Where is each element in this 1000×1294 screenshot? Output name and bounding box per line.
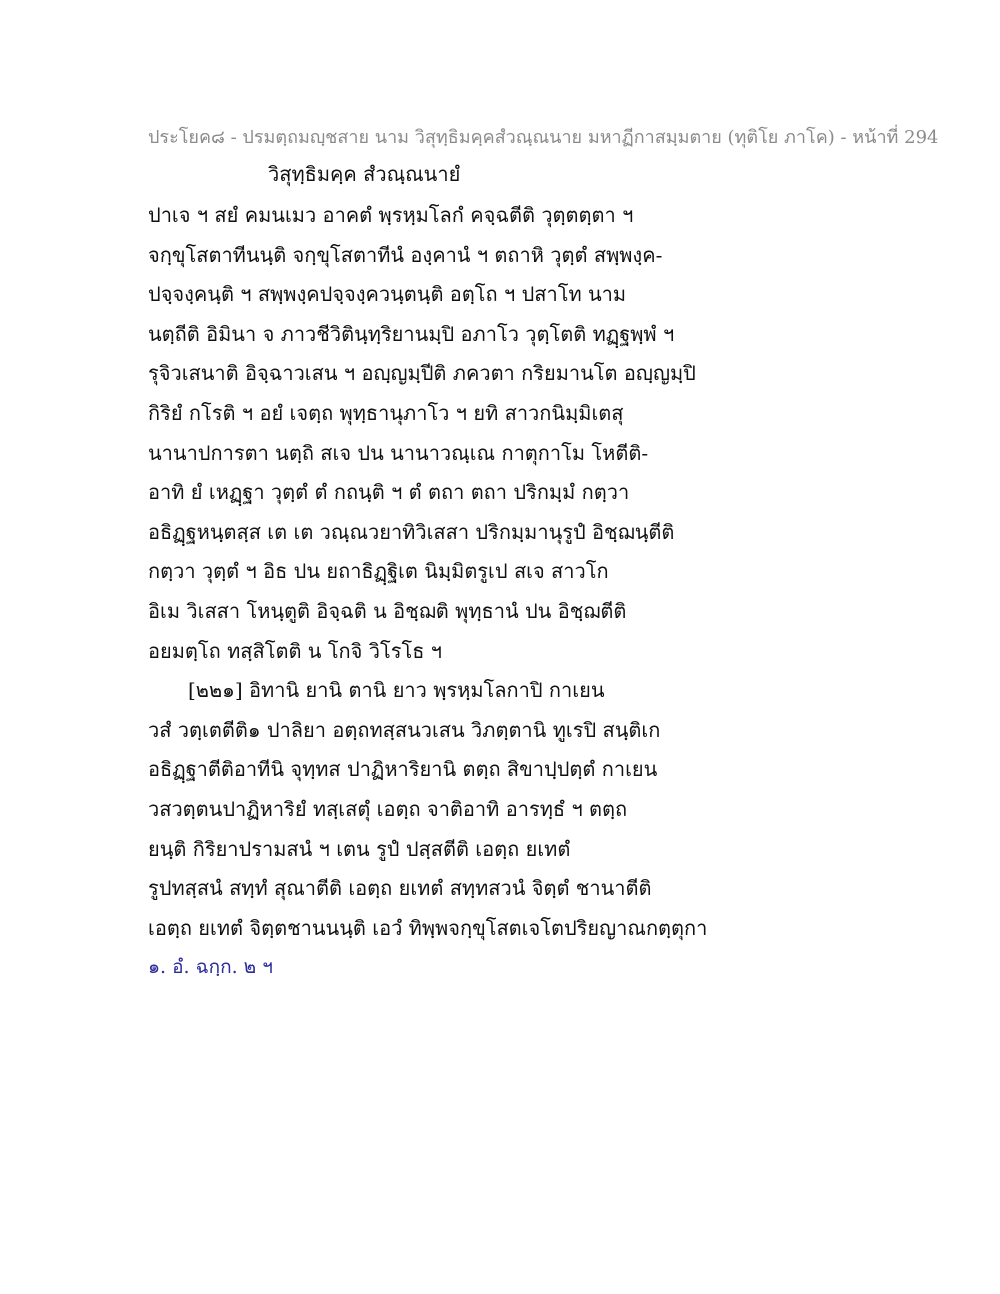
text-line: นตฺถีติ อิมินา จ ภาวชีวิตินฺทฺริยานมฺปิ อภาโว วุตฺโตติ ทฏฺฐพฺพํ ฯ bbox=[148, 321, 675, 346]
text-line: เอตฺถ ยเทตํ จิตฺตชานนนฺติ เอวํ ทิพฺพจกฺขุโสตเจโตปริยญาณกตฺตุกา bbox=[148, 915, 708, 940]
text-line: อธิฏฺฐหนฺตสฺส เต เต วณฺณวยาทิวิเสสา ปริกมฺมานุรูปํ อิชฺฌนฺตีติ bbox=[148, 519, 675, 544]
section-title: วิสุทฺธิมคฺค สํวณฺณนายํ bbox=[268, 162, 461, 186]
body-text bbox=[148, 196, 708, 988]
paragraph-start-line: [๒๒๑] อิทานิ ยานิ ตานิ ยาว พฺรหฺมโลกาปิ กาเยน bbox=[188, 678, 605, 703]
text-line: วสํ วตฺเตตีติ๑ ปาลิยา อตฺถทสฺสนวเสน วิภตฺตานิ ทูเรปิ สนฺติเก bbox=[148, 717, 661, 742]
text-line: รุจิวเสนาติ อิจฺฉาวเสน ฯ อญฺญมฺปีติ ภควตา กริยมานโต อญฺญมฺปิ bbox=[148, 361, 696, 386]
text-line: อยมตฺโถ ทสฺสิโตติ น โกจิ วิโรโธ ฯ bbox=[148, 638, 442, 663]
text-line: วสวตฺตนปาฏิหาริยํ ทสฺเสตุํ เอตฺถ จาติอาทิ อารทฺธํ ฯ ตตฺถ bbox=[148, 796, 628, 821]
text-line: ปจฺจงฺคนฺติ ฯ สพฺพงฺคปจฺจงฺควนฺตนฺติ อตฺโถ ฯ ปสาโท นาม bbox=[148, 282, 627, 307]
text-line: ยนฺติ กิริยาปรามสนํ ฯ เตน รูปํ ปสฺสตีติ เอตฺถ ยเทตํ bbox=[148, 836, 571, 861]
text-line: อาทิ ยํ เหฏฺฐา วุตฺตํ ตํ กถนฺติ ฯ ตํ ตถา ตถา ปริกมฺมํ กตฺวา bbox=[148, 480, 630, 505]
text-line: อธิฏฺฐาตีติอาทีนิ จุทฺทส ปาฏิหาริยานิ ตตฺถ สิขาปฺปตฺตํ กาเยน bbox=[148, 757, 658, 782]
text-line: จกฺขุโสตาทีนนฺติ จกฺขุโสตาทีนํ องฺคานํ ฯ ตถาหิ วุตฺตํ สพฺพงฺค- bbox=[148, 242, 663, 267]
footnote: ๑. อํ. ฉกฺก. ๒ ฯ bbox=[148, 956, 273, 979]
text-line: นานาปการตา นตฺถิ สเจ ปน นานาวณฺเณ กาตุกาโม โหตีติ- bbox=[148, 440, 649, 465]
text-line: อิเม วิเสสา โหนฺตูติ อิจฺฉติ น อิชฺฌติ พุทฺธานํ ปน อิชฺฌตีติ bbox=[148, 598, 627, 623]
text-line: ปาเจ ฯ สยํ คมนเมว อาคตํ พฺรหฺมโลกํ คจฺฉตีติ วุตฺตตฺตา ฯ bbox=[148, 203, 634, 227]
text-line: กตฺวา วุตฺตํ ฯ อิธ ปน ยถาธิฏฺฐิเต นิมฺมิตรูเป สเจ สาวโก bbox=[148, 559, 609, 584]
text-line: กิริยํ กโรติ ฯ อยํ เจตฺถ พุทฺธานุภาโว ฯ ยทิ สาวกนิมฺมิเตสุ bbox=[148, 400, 624, 425]
running-header: ประโยค๘ - ปรมตฺถมญฺชสาย นาม วิสุทฺธิมคฺคสํวณฺณนาย มหาฏีกาสมฺมตาย (ทุติโย ภาโค) - หน้าที่ 294 bbox=[148, 127, 939, 148]
text-line: รูปทสฺสนํ สทฺทํ สุณาตีติ เอตฺถ ยเทตํ สทฺทสวนํ จิตฺตํ ชานาตีติ bbox=[148, 876, 652, 901]
